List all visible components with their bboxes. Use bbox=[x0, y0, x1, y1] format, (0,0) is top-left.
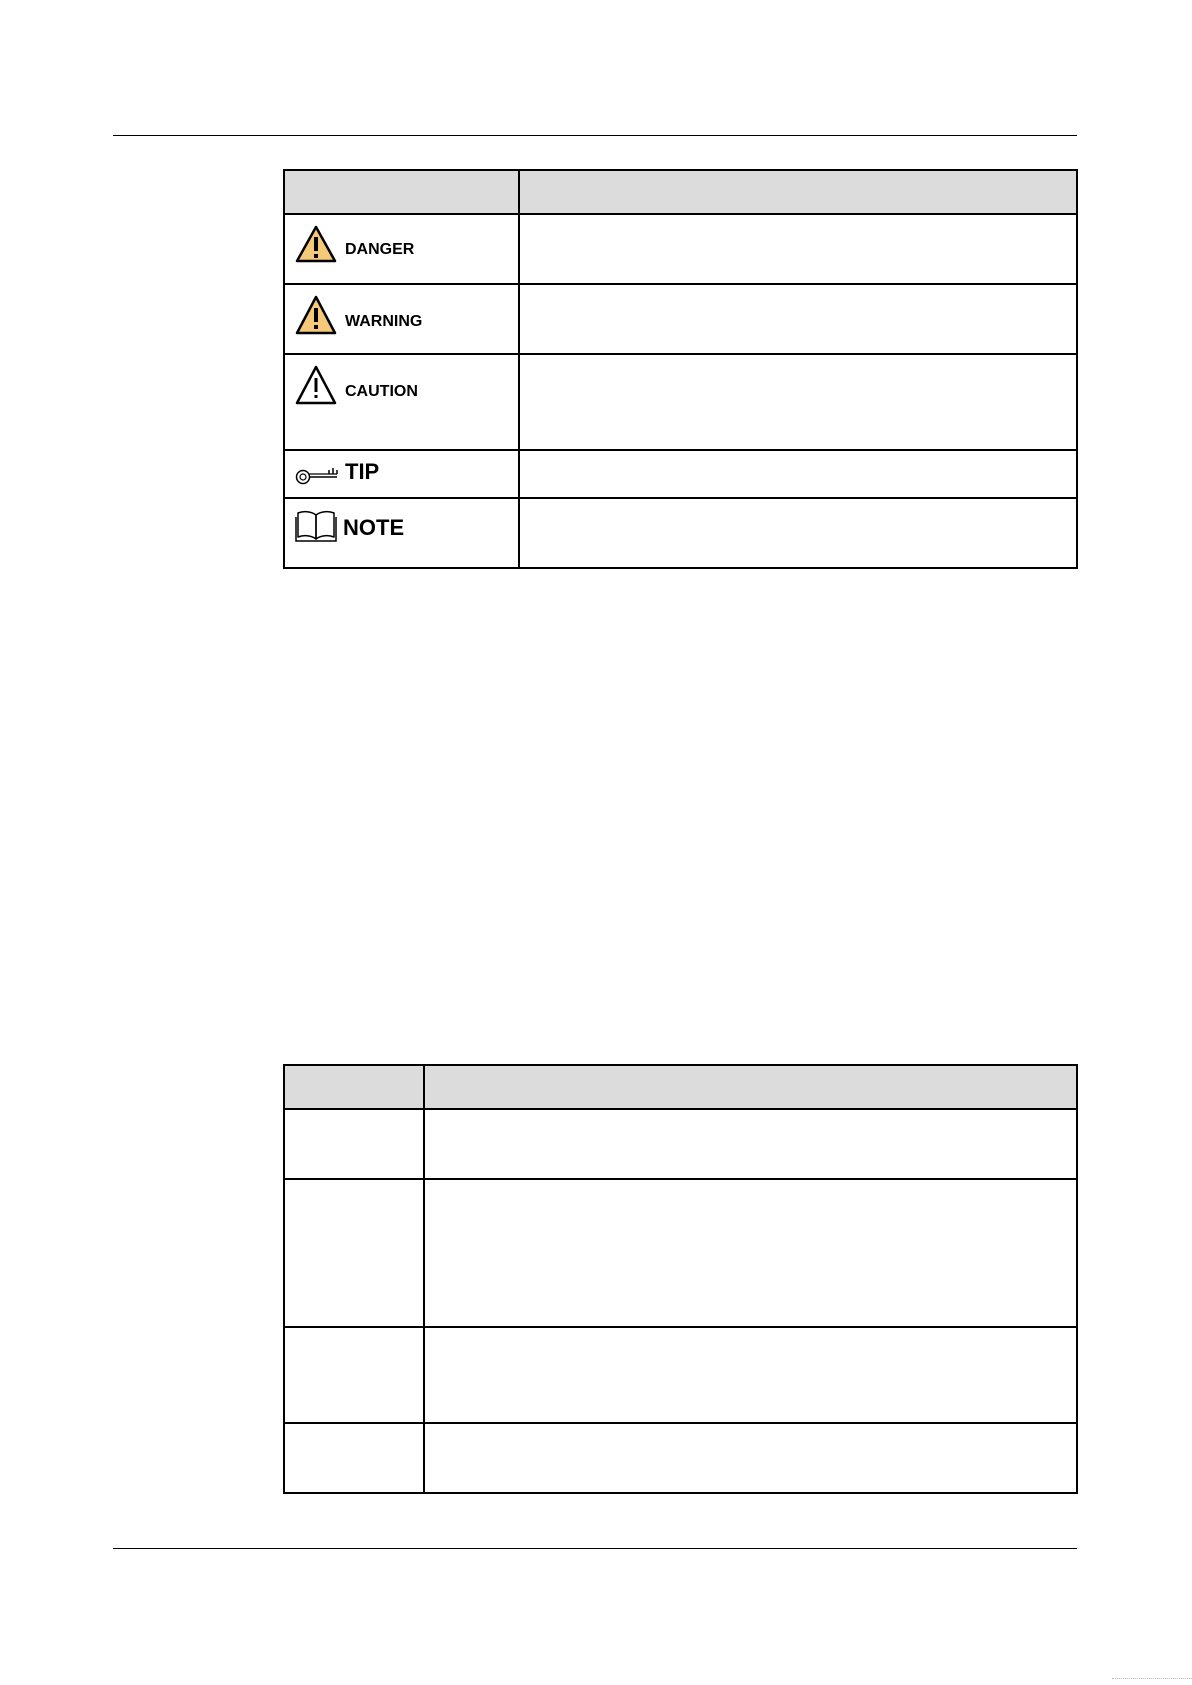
table-row bbox=[284, 1327, 1077, 1423]
table-header-row bbox=[284, 170, 1077, 214]
description-cell bbox=[519, 450, 1077, 498]
symbol-label: TIP bbox=[345, 459, 380, 484]
header-cell-description bbox=[424, 1065, 1077, 1109]
header-rule bbox=[113, 135, 1077, 136]
warning-triangle-icon bbox=[295, 295, 337, 335]
conventions-table bbox=[283, 1064, 1078, 1494]
caution-triangle-icon bbox=[295, 365, 337, 405]
header-cell-symbol bbox=[284, 170, 519, 214]
table-row bbox=[284, 354, 1077, 450]
table-header-row bbox=[284, 1065, 1077, 1109]
danger-warning-triangle-icon bbox=[295, 225, 337, 263]
description-cell bbox=[424, 1327, 1077, 1423]
description-cell bbox=[519, 498, 1077, 568]
symbol-label: DANGER bbox=[345, 241, 415, 258]
symbol-cell bbox=[284, 284, 519, 354]
symbol-cell bbox=[284, 498, 519, 568]
book-icon bbox=[295, 509, 337, 543]
page-edge-marks bbox=[1112, 1678, 1192, 1685]
symbol-cell bbox=[284, 354, 519, 450]
description-cell bbox=[519, 214, 1077, 284]
description-cell bbox=[519, 284, 1077, 354]
table-row bbox=[284, 214, 1077, 284]
convention-cell bbox=[284, 1179, 424, 1327]
key-icon bbox=[295, 465, 339, 487]
description-cell bbox=[424, 1423, 1077, 1493]
symbol-label: WARNING bbox=[345, 313, 423, 330]
table-row bbox=[284, 1423, 1077, 1493]
convention-cell bbox=[284, 1109, 424, 1179]
description-cell bbox=[519, 354, 1077, 450]
symbol-conventions-table bbox=[283, 169, 1078, 569]
description-cell bbox=[424, 1179, 1077, 1327]
header-cell-description bbox=[519, 170, 1077, 214]
table-row bbox=[284, 1109, 1077, 1179]
symbol-label: CAUTION bbox=[345, 383, 418, 400]
table-row bbox=[284, 284, 1077, 354]
header-cell-convention bbox=[284, 1065, 424, 1109]
table-row bbox=[284, 498, 1077, 568]
table-row bbox=[284, 1179, 1077, 1327]
convention-cell bbox=[284, 1327, 424, 1423]
convention-cell bbox=[284, 1423, 424, 1493]
symbol-label: NOTE bbox=[343, 515, 405, 540]
symbol-cell bbox=[284, 450, 519, 498]
symbol-cell bbox=[284, 214, 519, 284]
description-cell bbox=[424, 1109, 1077, 1179]
table-row bbox=[284, 450, 1077, 498]
footer-rule bbox=[113, 1548, 1077, 1549]
